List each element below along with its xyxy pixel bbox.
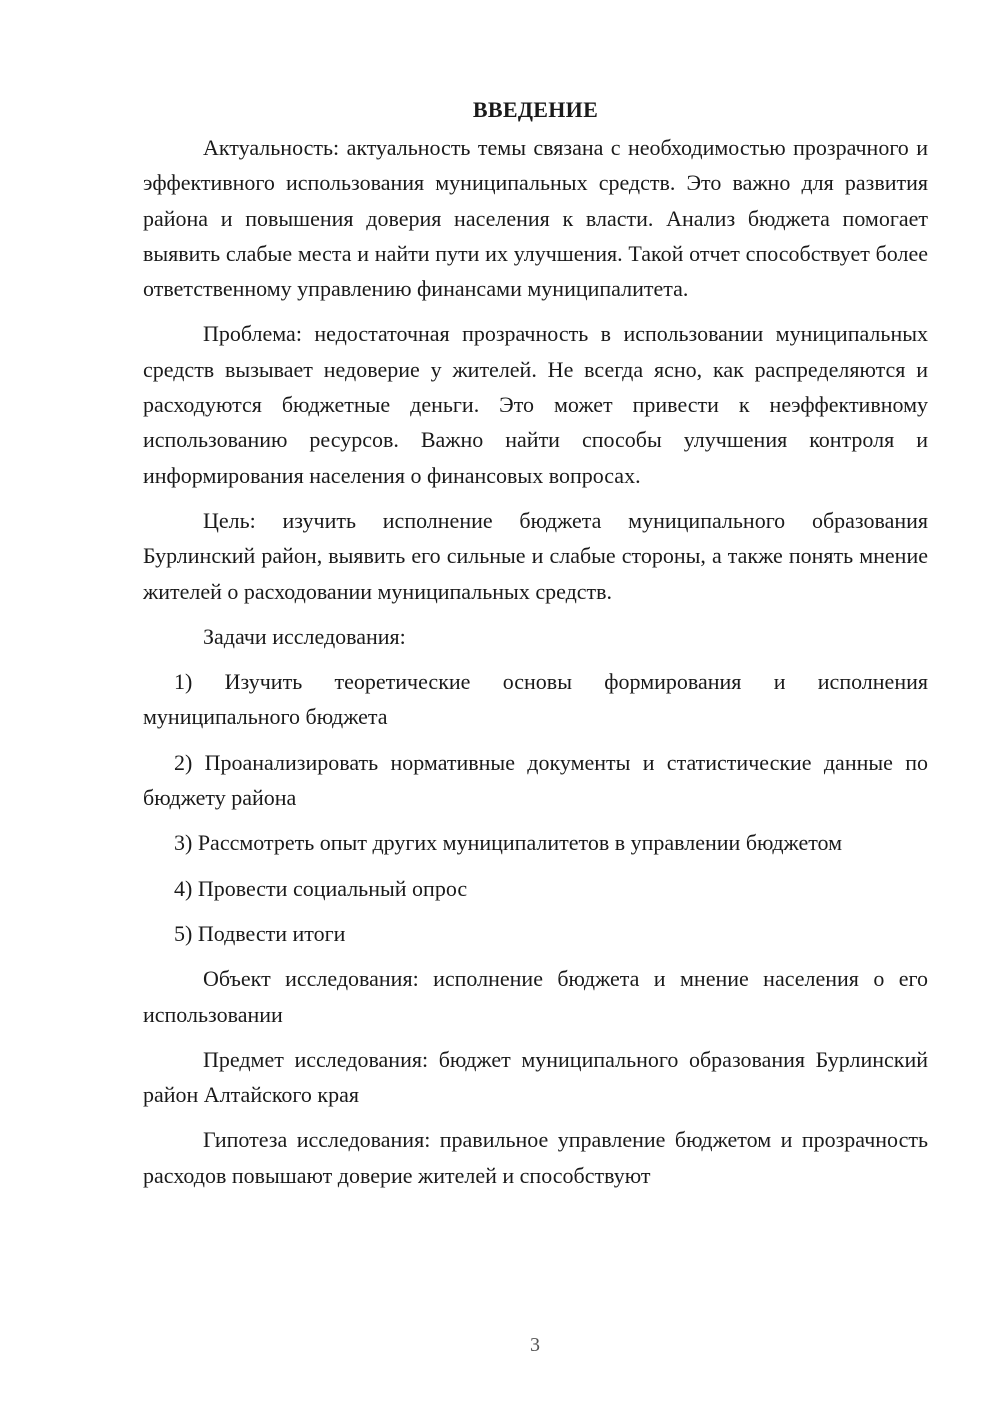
paragraph-object: Объект исследования: исполнение бюджета и мнение населения о его использовании xyxy=(143,966,928,1027)
paragraph-hypothesis: Гипотеза исследования: правильное управление бюджетом и прозрачность расходов повышают доверие жителей и способствуют xyxy=(143,1127,928,1188)
task-item-5: 5) Подвести итоги xyxy=(174,920,346,946)
task-item-1: 1) Изучить теоретические основы формирования и исполнения муниципального бюджета xyxy=(143,669,928,730)
task-item-4: 4) Провести социальный опрос xyxy=(174,875,468,901)
task-item-3: 3) Рассмотреть опыт других муниципалитетов в управлении бюджетом xyxy=(174,830,843,856)
paragraph-subject: Предмет исследования: бюджет муниципального образования Бурлинский район Алтайского края xyxy=(143,1046,928,1108)
document-page xyxy=(143,92,928,1203)
task-item-2: 2) Проанализировать нормативные документы и статистические данные по бюджету района xyxy=(143,749,928,811)
paragraph-goal: Цель: изучить исполнение бюджета муниципального образования Бурлинский район, выявить его сильные и слабые стороны, а также понять мнение жителей о расходовании муниципальных средств. xyxy=(143,507,928,604)
paragraph-relevance: Актуальность: актуальность темы связана с необходимостью прозрачного и эффективного использования муниципальных средств. Это важно для развития района и повышения доверия населения к власти. Анализ бюджета помогает выявить слабые места и найти пути их улучшения. Такой отчет способствует более ответственному управлению финансами муниципалитета. xyxy=(143,135,928,302)
page-number: 3 xyxy=(530,1334,540,1356)
paragraph-tasks-heading: Задачи исследования: xyxy=(203,623,406,649)
paragraph-problem: Проблема: недостаточная прозрачность в использовании муниципальных средств вызывает недоверие у жителей. Не всегда ясно, как распределяются и расходуются бюджетные деньги. Это может привести к неэффективному использованию ресурсов. Важно найти способы улучшения контроля и информирования населения о финансовых вопросах. xyxy=(143,321,928,488)
section-title: ВВЕДЕНИЕ xyxy=(472,97,599,122)
